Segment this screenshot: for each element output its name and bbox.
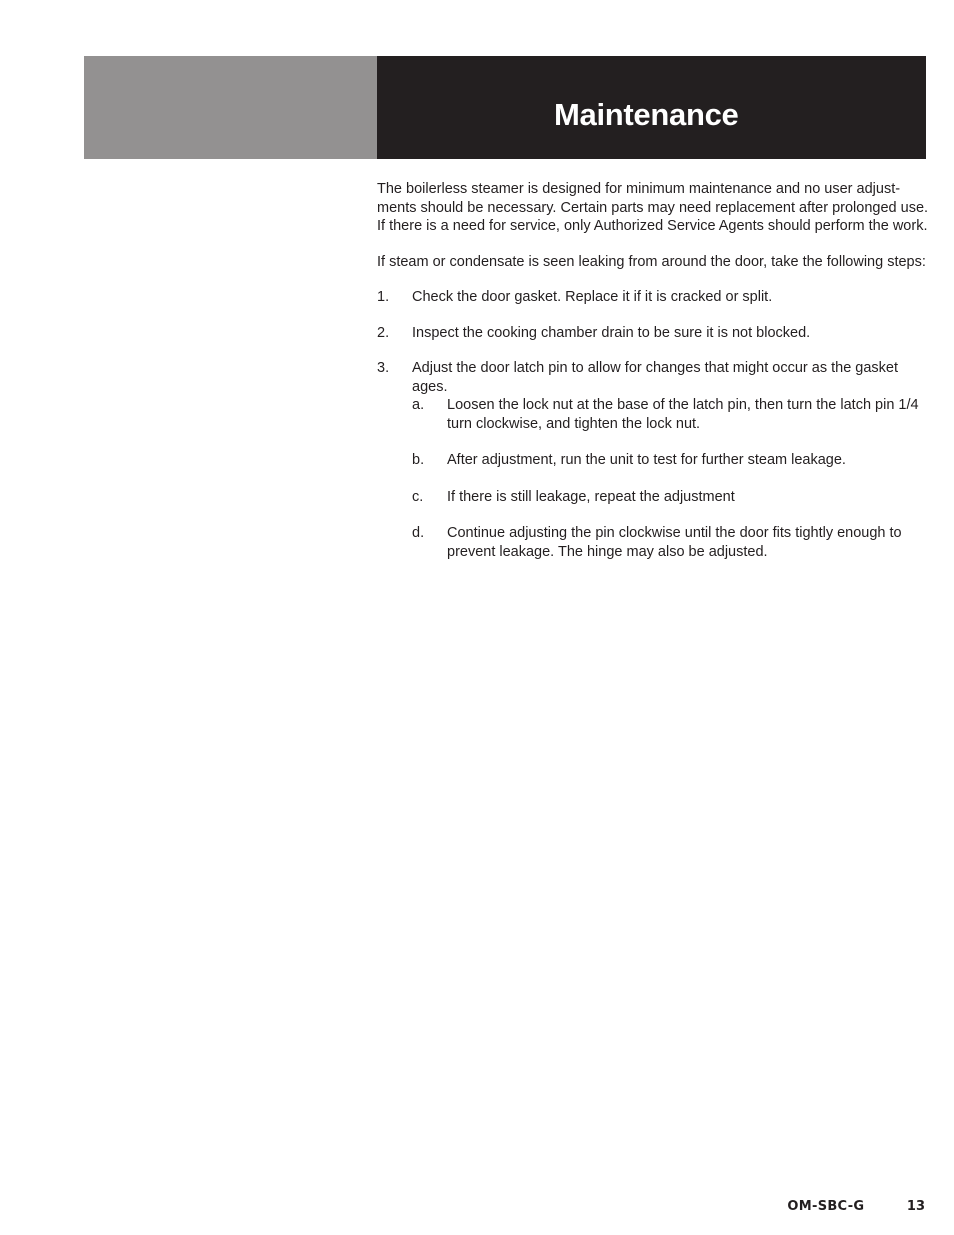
substep-text: Continue adjusting the pin clockwise until the door fits tightly enough to prevent leakage. The hinge may also be adjusted. [447,525,902,560]
step-number: 3. [377,360,390,376]
step-item [377,359,929,561]
substep-item [412,451,929,470]
maintenance-steps-list [377,288,929,561]
substeps-list [412,396,929,561]
header-title-band [377,56,926,159]
intro-paragraph: The boilerless steamer is designed for minimum maintenance and no user adjust-ments should be necessary. Certain parts may need replacement after prolonged use. If there is a need for service, only Authorized Service Agents should perform the work. [377,181,929,234]
step-item [377,324,929,343]
page-footer [787,1198,925,1216]
step-text: Adjust the door latch pin to allow for changes that might occur as the gasket ages. [412,360,899,395]
substep-item [412,524,929,561]
substep-item [412,396,929,433]
header-gray-band [84,56,377,159]
substep-text: After adjustment, run the unit to test for further steam leakage. [447,452,846,468]
step-item [377,288,929,307]
step-text: Check the door gasket. Replace it if it is cracked or split. [412,289,773,305]
document-code: OM-SBC-G [787,1199,865,1214]
substep-item [412,488,929,507]
main-content [377,180,929,578]
step-text: Inspect the cooking chamber drain to be sure it is not blocked. [412,324,811,341]
substep-text: If there is still leakage, repeat the adjustment [447,488,735,505]
substep-letter: a. [412,397,425,413]
page-title: Maintenance [554,97,739,132]
substep-letter: d. [412,525,425,541]
step-number: 1. [377,289,390,305]
substep-letter: b. [412,452,425,468]
substep-letter: c. [412,488,424,505]
step-number: 2. [377,324,390,341]
page-number: 13 [906,1199,925,1214]
substep-text: Loosen the lock nut at the base of the latch pin, then turn the latch pin 1/4 turn clockwise, and tighten the lock nut. [447,397,919,432]
intro-paragraph-steps-lead: If steam or condensate is seen leaking from around the door, take the following steps: [377,253,926,270]
